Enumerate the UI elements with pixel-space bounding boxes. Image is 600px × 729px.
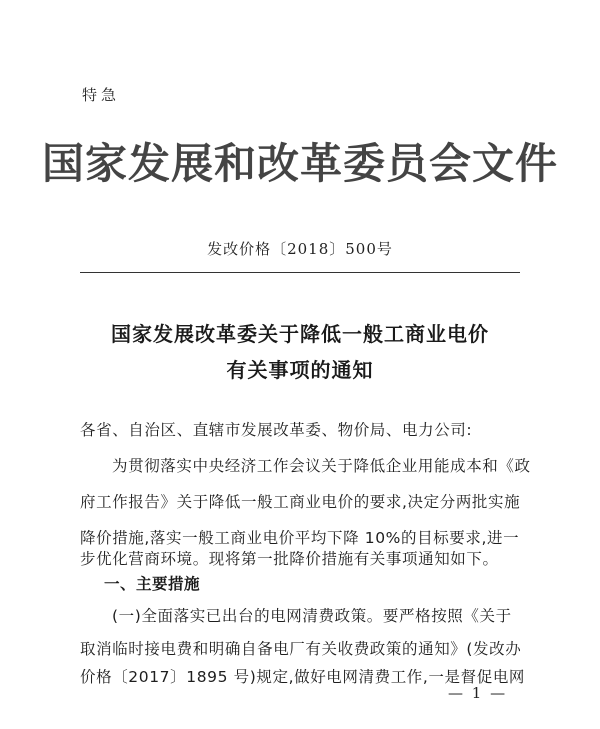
document-number: 发改价格〔2018〕500号 bbox=[207, 240, 393, 258]
paragraph-line: 府工作报告》关于降低一般工商业电价的要求,决定分两批实施 bbox=[80, 493, 521, 511]
paragraph-line: 步优化营商环境。现将第一批降价措施有关事项通知如下。 bbox=[80, 550, 499, 568]
paragraph-line: 为贯彻落实中央经济工作会议关于降低企业用能成本和《政 bbox=[112, 457, 531, 475]
notice-title-line-2: 有关事项的通知 bbox=[226, 358, 374, 382]
page-number: — 1 — bbox=[448, 684, 508, 702]
paragraph-line: (一)全面落实已出台的电网清费政策。要严格按照《关于 bbox=[112, 607, 512, 625]
section-heading: 一、主要措施 bbox=[104, 575, 201, 593]
header-divider bbox=[80, 272, 520, 273]
paragraph-line: 价格〔2017〕1895 号)规定,做好电网清费工作,一是督促电网 bbox=[80, 668, 526, 686]
issuer-banner: 国家发展和改革委员会文件 bbox=[41, 139, 558, 188]
paragraph-line: 降价措施,落实一般工商业电价平均下降 10%的目标要求,进一 bbox=[80, 529, 520, 547]
notice-title-line-1: 国家发展改革委关于降低一般工商业电价 bbox=[111, 322, 489, 346]
urgency-label: 特急 bbox=[82, 86, 121, 104]
paragraph-line: 取消临时接电费和明确自备电厂有关收费政策的通知》(发改办 bbox=[80, 640, 522, 658]
salutation: 各省、自治区、直辖市发展改革委、物价局、电力公司: bbox=[80, 421, 473, 439]
